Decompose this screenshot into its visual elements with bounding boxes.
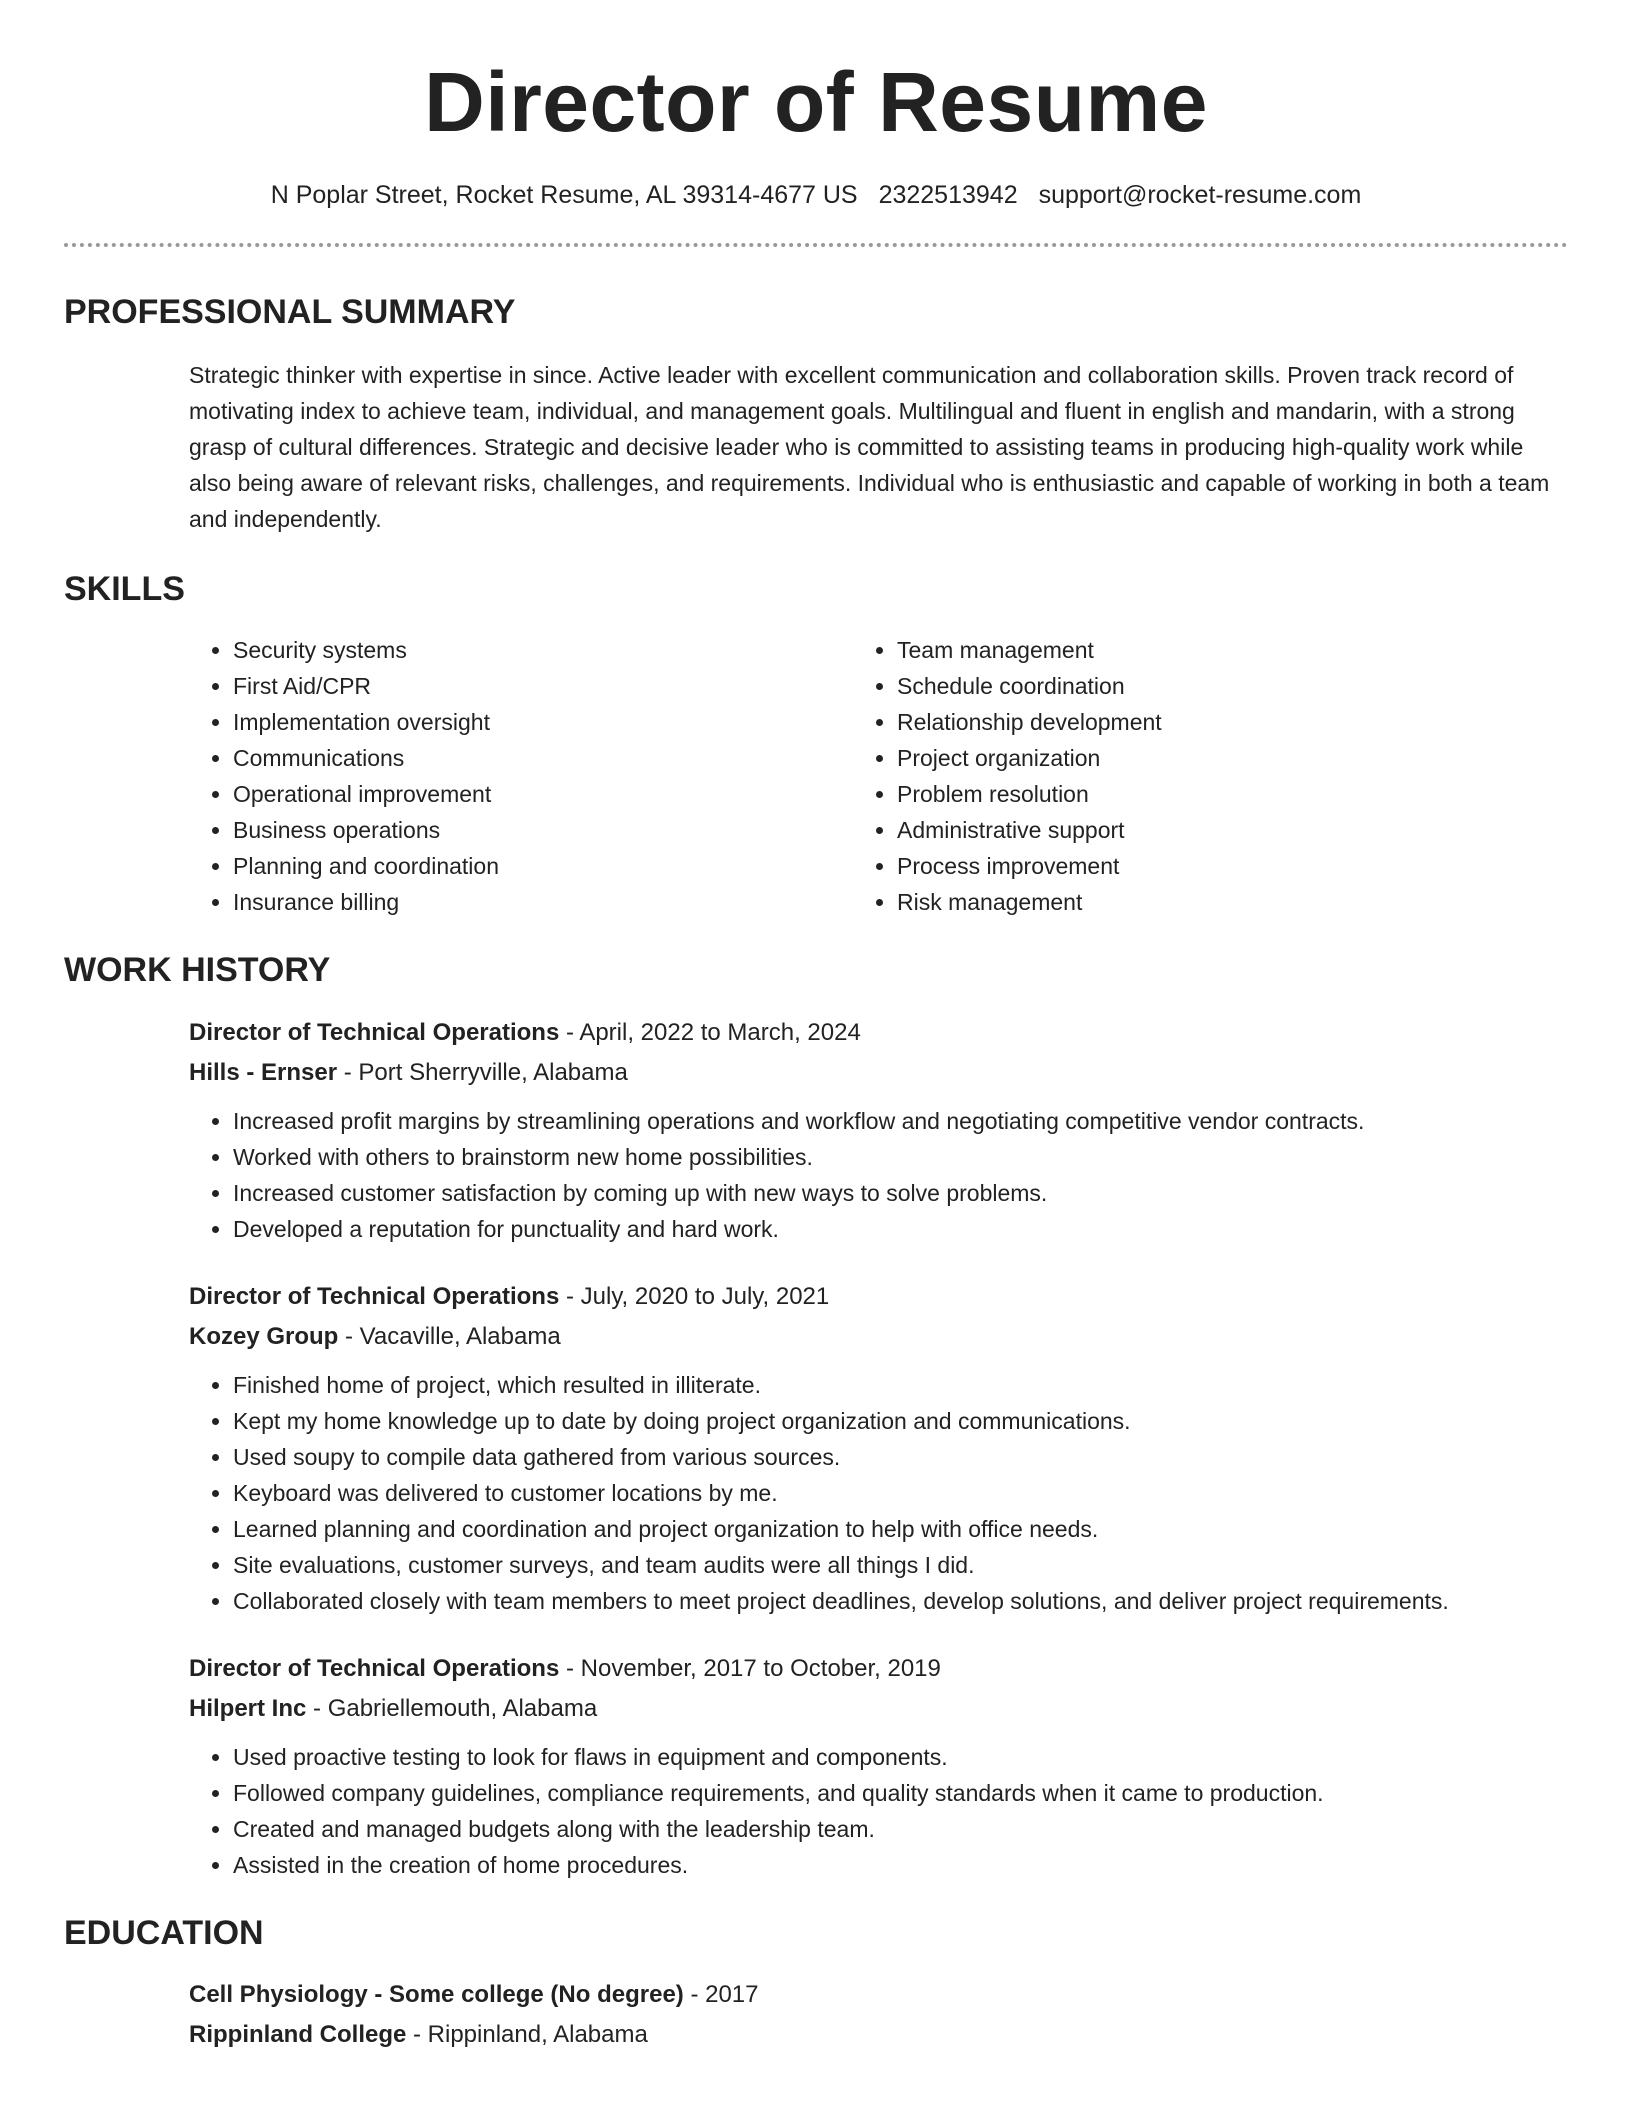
job-bullets	[189, 1367, 1568, 1619]
job-company: Hilpert Inc	[189, 1694, 307, 1722]
job-dates: - July, 2020 to July, 2021	[559, 1282, 830, 1310]
job-bullet: • Used soupy to compile data gathered from various sources.	[233, 1439, 1568, 1475]
job-bullet: • Worked with others to brainstorm new home possibilities.	[233, 1139, 1568, 1175]
job-title-line	[189, 1649, 1568, 1689]
job-company: Hills - Ernser	[189, 1058, 338, 1086]
job-title-line	[189, 1013, 1568, 1053]
education-year: - 2017	[683, 1981, 759, 2009]
job-bullet: • Site evaluations, customer surveys, and team audits were all things I did.	[233, 1547, 1568, 1583]
job-bullets	[189, 1103, 1568, 1247]
job-location: - Vacaville, Alabama	[338, 1322, 561, 1350]
resume-header	[64, 55, 1568, 210]
skill-item: • Security systems	[233, 632, 853, 668]
section-title-education: EDUCATION	[64, 1913, 264, 1952]
job-bullet: • Kept my home knowledge up to date by doing project organization and communications.	[233, 1403, 1568, 1439]
job-company-line	[189, 1053, 1568, 1093]
job-company-line	[189, 1317, 1568, 1357]
skill-item: • Problem resolution	[897, 776, 1517, 812]
header-divider	[64, 243, 1568, 247]
job-dates: - November, 2017 to October, 2019	[559, 1654, 941, 1682]
skill-item: • Business operations	[233, 812, 853, 848]
job-company-line	[189, 1689, 1568, 1729]
education-location: - Rippinland, Alabama	[406, 2021, 648, 2049]
skills-list	[189, 632, 1568, 920]
skill-item: • Planning and coordination	[233, 848, 853, 884]
email-address: support@rocket-resume.com	[1038, 181, 1362, 210]
job-bullet: • Finished home of project, which resulted in illiterate.	[233, 1367, 1568, 1403]
skill-item: • Project organization	[897, 740, 1517, 776]
job-location: - Port Sherryville, Alabama	[337, 1058, 628, 1086]
education-entry	[189, 1975, 1568, 2055]
skill-item: • Risk management	[897, 884, 1517, 920]
job-position: Director of Technical Operations	[189, 1654, 560, 1682]
skill-item: • Schedule coordination	[897, 668, 1517, 704]
job-position: Director of Technical Operations	[189, 1018, 560, 1046]
job-bullets	[189, 1739, 1568, 1883]
job-bullet: • Increased customer satisfaction by coming up with new ways to solve problems.	[233, 1175, 1568, 1211]
job-entry	[189, 1013, 1568, 1247]
job-position: Director of Technical Operations	[189, 1282, 560, 1310]
skill-item: • Team management	[897, 632, 1517, 668]
job-location: - Gabriellemouth, Alabama	[306, 1694, 598, 1722]
section-title-work-history: WORK HISTORY	[64, 950, 331, 989]
skill-item: • Process improvement	[897, 848, 1517, 884]
section-title-summary: PROFESSIONAL SUMMARY	[64, 293, 516, 332]
job-bullet: • Followed company guidelines, compliance requirements, and quality standards when it came to production.	[233, 1775, 1568, 1811]
job-bullet: • Collaborated closely with team members to meet project deadlines, develop solutions, and deliver project requirements.	[233, 1583, 1568, 1619]
address: N Poplar Street, Rocket Resume, AL 39314-4677 US	[270, 181, 858, 210]
phone-number: 2322513942	[878, 181, 1018, 210]
job-bullet: • Increased profit margins by streamlining operations and workflow and negotiating competitive vendor contracts.	[233, 1103, 1568, 1139]
skills-column-right	[853, 632, 1517, 920]
job-dates: - April, 2022 to March, 2024	[559, 1018, 861, 1046]
job-entry	[189, 1277, 1568, 1619]
skill-item: • First Aid/CPR	[233, 668, 853, 704]
section-title-skills: SKILLS	[64, 569, 185, 608]
job-bullet: • Created and managed budgets along with the leadership team.	[233, 1811, 1568, 1847]
education-school-line	[189, 2015, 1568, 2055]
skill-item: • Administrative support	[897, 812, 1517, 848]
education-degree-line	[189, 1975, 1568, 2015]
summary-text: Strategic thinker with expertise in since. Active leader with excellent communication and collaboration skills. Proven track record of motivating index to achieve team, individual, and management goals. Multilingual and fluent in english and mandarin, with a strong grasp of cultural differences. Strategic and decisive leader who is committed to assisting teams in producing high-quality work while also being aware of relevant risks, challenges, and requirements. Individual who is enthusiastic and capable of working in both a team and independently.	[189, 361, 1550, 532]
skill-item: • Communications	[233, 740, 853, 776]
contact-info	[64, 180, 1568, 210]
education-school: Rippinland College	[189, 2021, 407, 2049]
education-degree: Cell Physiology - Some college (No degree)	[189, 1981, 684, 2009]
job-bullet: • Keyboard was delivered to customer locations by me.	[233, 1475, 1568, 1511]
skills-column-left	[189, 632, 853, 920]
skill-item: • Implementation oversight	[233, 704, 853, 740]
job-entry	[189, 1649, 1568, 1883]
job-bullet: • Used proactive testing to look for flaws in equipment and components.	[233, 1739, 1568, 1775]
job-bullet: • Developed a reputation for punctuality and hard work.	[233, 1211, 1568, 1247]
skill-item: • Insurance billing	[233, 884, 853, 920]
candidate-name: Director of Resume	[424, 55, 1208, 149]
job-company: Kozey Group	[189, 1322, 339, 1350]
job-title-line	[189, 1277, 1568, 1317]
job-bullet: • Assisted in the creation of home procedures.	[233, 1847, 1568, 1883]
skill-item: • Relationship development	[897, 704, 1517, 740]
job-bullet: • Learned planning and coordination and project organization to help with office needs.	[233, 1511, 1568, 1547]
skill-item: • Operational improvement	[233, 776, 853, 812]
